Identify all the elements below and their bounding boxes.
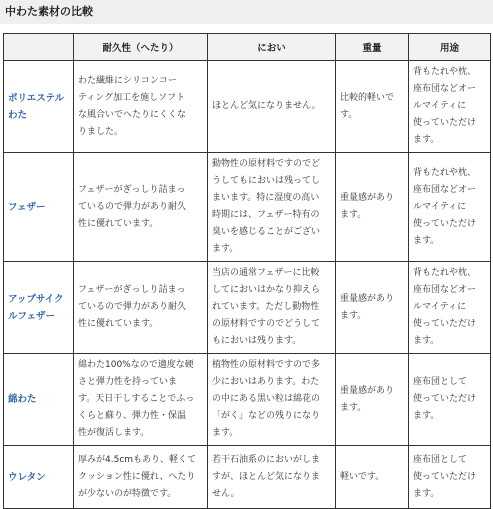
material-cell	[4, 446, 74, 509]
smell-text: 当店の通常フェザーに比較 してにおいはかなり抑えら れています。ただし動物性 の原材料ですのでどうして もにおいは残ります。	[212, 268, 321, 346]
header-weight: 重量	[336, 34, 409, 61]
table-row	[4, 446, 491, 509]
table-row	[4, 153, 491, 262]
smell-cell	[208, 262, 336, 354]
usage-text: 座布団として 使っていただけ ます。	[413, 454, 477, 499]
weight-cell	[336, 354, 409, 446]
smell-cell	[208, 446, 336, 509]
smell-text: 植物性の原材料ですので多 少においはあります。わた の中にある黒い粒は綿花の 「がく」などの残りになり ます。	[212, 360, 321, 438]
weight-cell	[336, 61, 409, 153]
usage-text: 背もたれや枕、 座布団などオー ルマイティに 使っていただけ ます。	[413, 67, 477, 145]
weight-text: 重量感があり ます。	[340, 193, 395, 220]
durability-text: 厚みが4.5cmもあり、軽くて クッション性に優れ、へたり が少ないのが特徴です。	[78, 454, 197, 499]
usage-text: 座布団として 使っていただけ ます。	[413, 377, 477, 421]
usage-cell	[409, 446, 491, 509]
table-row	[4, 61, 491, 153]
table-row	[4, 354, 491, 446]
durability-text: わた繊維にシリコンコー ティング加工を施しソフト な風合いでへたりにくくな りました。	[78, 75, 187, 137]
material-name: フェザー	[8, 201, 46, 213]
usage-text: 背もたれや枕、 座布団などオー ルマイティに 使っていただけ ます。	[413, 167, 477, 246]
durability-cell	[74, 354, 208, 446]
weight-text: 重量感があり ます。	[340, 293, 395, 321]
material-name: ポリエステル わた	[8, 92, 65, 121]
usage-cell	[409, 153, 491, 262]
page-title: 中わた素材の比較	[0, 0, 493, 24]
weight-cell	[336, 262, 409, 354]
usage-cell	[409, 262, 491, 354]
smell-cell	[208, 61, 336, 153]
usage-cell	[409, 354, 491, 446]
usage-cell	[409, 61, 491, 153]
durability-cell	[74, 61, 208, 153]
durability-text: フェザーがぎっしり詰まっ ているので弾力があり耐久 性に優れています。	[78, 184, 187, 229]
header-usage: 用途	[409, 34, 491, 61]
header-durability: 耐久性（へたり）	[74, 34, 208, 61]
weight-text: 軽いです。	[340, 471, 385, 482]
smell-text: ほとんど気になりません。	[212, 101, 321, 111]
weight-cell	[336, 446, 409, 509]
material-name: アップサイク ルフェザー	[8, 293, 64, 322]
weight-text: 重量感があり ます。	[340, 385, 395, 413]
durability-text: フェザーがぎっしり詰まっ ているので弾力があり耐久 性に優れています。	[78, 285, 187, 329]
material-cell	[4, 153, 74, 262]
comparison-table	[3, 33, 491, 509]
smell-text: 動物性の原材料ですのでど うしてもにおいは残ってし まいます。特に湿度の高い 時期には、フェザー特有の 臭いを感じることがござい ます。	[212, 159, 321, 254]
material-cell	[4, 61, 74, 153]
durability-cell	[74, 262, 208, 354]
header-material	[4, 34, 74, 61]
weight-text: 比較的軽いで す。	[340, 92, 395, 120]
durability-cell	[74, 446, 208, 509]
durability-text: 綿わた100%なので適度な硬 さと弾力性を持っていま す。天日干しすることでふっ くらと蘇り、弾力性・保温 性が復活します。	[78, 360, 195, 438]
material-cell	[4, 354, 74, 446]
table-row	[4, 262, 491, 354]
header-smell: におい	[208, 34, 336, 61]
smell-text: 若干石油系のにおいがしま すが、ほとんど気になりま せん。	[212, 454, 321, 499]
material-cell	[4, 262, 74, 354]
table-header-row	[4, 34, 491, 61]
durability-cell	[74, 153, 208, 262]
material-name: 綿わた	[8, 394, 37, 405]
smell-cell	[208, 153, 336, 262]
usage-text: 背もたれや枕、 座布団などオー ルマイティに 使っていただけ ます。	[413, 268, 477, 346]
weight-cell	[336, 153, 409, 262]
smell-cell	[208, 354, 336, 446]
material-name: ウレタン	[8, 471, 46, 483]
